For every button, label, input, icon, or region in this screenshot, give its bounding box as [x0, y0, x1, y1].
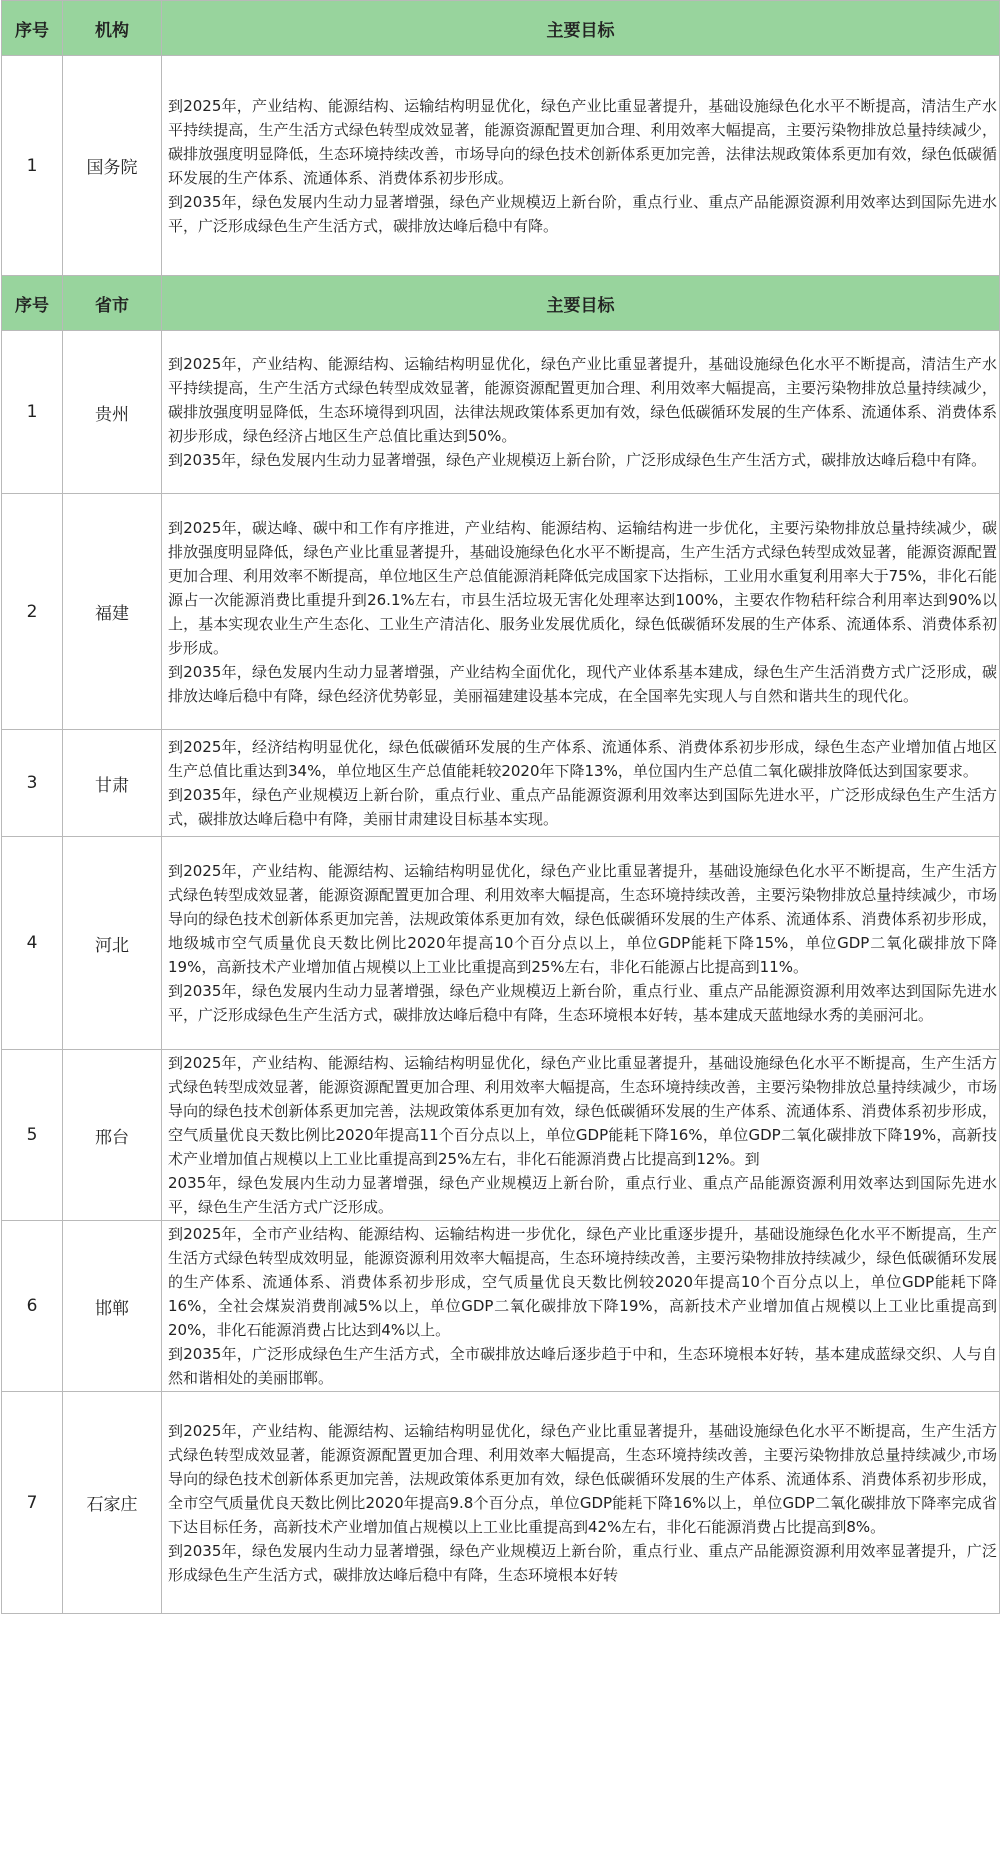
table-row [2, 1050, 1000, 1221]
goal-paragraph: 到2025年，产业结构、能源结构、运输结构明显优化，绿色产业比重显著提升，基础设施绿色化水平不断提高，生产生活方式绿色转型成效显著，能源资源配置更加合理、利用效率大幅提高，生态环境持续改善，主要污染物排放总量持续减少，市场导向的绿色技术创新体系更加完善，法规政策体系更加有效，绿色低碳循环发展的生产体系、流通体系、消费体系初步形成，空气质量优良天数比例比2020年提高11个百分点以上，单位GDP能耗下降16%，单位GDP二氧化碳排放下降19%，高新技术产业增加值占规模以上工业比重提高到25%左右，非化石能源消费占比提高到12%。到 [168, 1054, 997, 1168]
region-name: 石家庄 [63, 1392, 162, 1614]
goal-paragraph: 到2025年，产业结构、能源结构、运输结构明显优化，绿色产业比重显著提升，基础设施绿色化水平不断提高，清洁生产水平持续提高，生产生活方式绿色转型成效显著，能源资源配置更加合理、利用效率大幅提高，主要污染物排放总量持续减少，碳排放强度明显降低，生态环境持续改善，市场导向的绿色技术创新体系更加完善，法律法规政策体系更加有效，绿色低碳循环发展的生产体系、流通体系、消费体系初步形成。 [168, 96, 997, 187]
goal-paragraph: 到2025年，全市产业结构、能源结构、运输结构进一步优化，绿色产业比重逐步提升，基础设施绿色化水平不断提高，生产生活方式绿色转型成效明显，能源资源利用效率大幅提高，生态环境持续改善，主要污染物排放持续减少，绿色低碳循环发展的生产体系、流通体系、消费体系初步形成，空气质量优良天数比例较2020年提高10个百分点以上，单位GDP能耗下降16%，全社会煤炭消费削减5%以上，单位GDP二氧化碳排放下降19%，高新技术产业增加值占规模以上工业比重提高到20%，非化石能源消费占比达到4%以上。 [168, 1225, 997, 1339]
column-header: 序号 [2, 276, 63, 331]
region-name: 甘肃 [63, 730, 162, 837]
row-number: 1 [2, 331, 63, 494]
column-header: 序号 [2, 1, 63, 56]
table-row [2, 837, 1000, 1050]
region-name: 贵州 [63, 331, 162, 494]
table-row [2, 494, 1000, 730]
goal-text-cell [162, 1221, 1000, 1392]
goal-text-cell [162, 331, 1000, 494]
goal-paragraph: 到2025年，经济结构明显优化，绿色低碳循环发展的生产体系、流通体系、消费体系初步形成，绿色生态产业增加值占地区生产总值比重达到34%，单位地区生产总值能耗较2020年下降13%，单位国内生产总值二氧化碳排放降低达到国家要求。 [168, 738, 997, 780]
goal-paragraph: 到2025年，产业结构、能源结构、运输结构明显优化，绿色产业比重显著提升，基础设施绿色化水平不断提高，生产生活方式绿色转型成效显著，能源资源配置更加合理、利用效率大幅提高，生态环境持续改善，主要污染物排放总量持续减少,市场导向的绿色技术创新体系更加完善，法规政策体系更加有效，绿色低碳循环发展的生产体系、流通体系、消费体系初步形成，全市空气质量优良天数比例比2020年提高9.8个百分点，单位GDP能耗下降16%以上，单位GDP二氧化碳排放下降率完成省下达目标任务，高新技术产业增加值占规模以上工业比重提高到42%左右，非化石能源消费占比提高到8%。 [168, 1421, 997, 1536]
goal-text-cell [162, 837, 1000, 1050]
region-name: 邢台 [63, 1050, 162, 1221]
row-number: 1 [2, 56, 63, 276]
goal-paragraph: 到2035年，绿色发展内生动力显著增强，绿色产业规模迈上新台阶，重点行业、重点产品能源资源利用效率达到国际先进水平，广泛形成绿色生产生活方式，碳排放达峰后稳中有降，生态环境根本好转，基本建成天蓝地绿水秀的美丽河北。 [168, 982, 997, 1024]
table-row [2, 1221, 1000, 1392]
region-name: 河北 [63, 837, 162, 1050]
goals-table [1, 0, 1000, 1614]
row-number: 4 [2, 837, 63, 1050]
goal-paragraph: 到2035年，绿色发展内生动力显著增强，绿色产业规模迈上新台阶，广泛形成绿色生产生活方式，碳排放达峰后稳中有降。 [168, 451, 987, 469]
goal-paragraph: 到2025年，产业结构、能源结构、运输结构明显优化，绿色产业比重显著提升，基础设施绿色化水平不断提高，清洁生产水平持续提高，生产生活方式绿色转型成效显著，能源资源配置更加合理、利用效率大幅提高，主要污染物排放总量持续减少，碳排放强度明显降低，生态环境得到巩固，法律法规政策体系更加有效，绿色低碳循环发展的生产体系、流通体系、消费体系初步形成，绿色经济占地区生产总值比重达到50%。 [168, 355, 997, 445]
table-row [2, 56, 1000, 276]
table-row [2, 1392, 1000, 1614]
goal-text-cell [162, 730, 1000, 837]
goal-paragraph: 到2035年，绿色发展内生动力显著增强，产业结构全面优化，现代产业体系基本建成，绿色生产生活消费方式广泛形成，碳排放达峰后稳中有降，绿色经济优势彰显，美丽福建建设基本完成，在全国率先实现人与自然和谐共生的现代化。 [168, 662, 997, 705]
column-header: 机构 [63, 1, 162, 56]
row-number: 6 [2, 1221, 63, 1392]
column-header: 主要目标 [162, 1, 1000, 56]
column-header: 主要目标 [162, 276, 1000, 331]
goal-paragraph: 到2025年，产业结构、能源结构、运输结构明显优化，绿色产业比重显著提升，基础设施绿色化水平不断提高，生产生活方式绿色转型成效显著，能源资源配置更加合理、利用效率大幅提高，生态环境持续改善，主要污染物排放总量持续减少，市场导向的绿色技术创新体系更加完善，法规政策体系更加有效，绿色低碳循环发展的生产体系、流通体系、消费体系初步形成，地级城市空气质量优良天数比例比2020年提高10个百分点以上，单位GDP能耗下降15%，单位GDP二氧化碳排放下降19%，高新技术产业增加值占规模以上工业比重提高到25%左右，非化石能源占比提高到11%。 [168, 862, 997, 976]
region-name: 福建 [63, 494, 162, 730]
goal-text-cell [162, 1392, 1000, 1614]
table-header-row [2, 276, 1000, 331]
table-row [2, 331, 1000, 494]
goal-paragraph: 到2025年，碳达峰、碳中和工作有序推进，产业结构、能源结构、运输结构进一步优化，主要污染物排放总量持续减少，碳排放强度明显降低，绿色产业比重显著提升，基础设施绿色化水平不断提高，生产生活方式绿色转型成效显著，能源资源配置更加合理、利用效率不断提高，单位地区生产总值能源消耗降低完成国家下达指标，工业用水重复利用率大于75%，非化石能源占一次能源消费比重提升到26.1%左右，市县生活垃圾无害化处理率达到100%，主要农作物秸秆综合利用率达到90%以上，基本实现农业生产生态化、工业生产清洁化、服务业发展优质化，绿色低碳循环发展的生产体系、流通体系、消费体系初步形成。 [168, 518, 997, 657]
row-number: 3 [2, 730, 63, 837]
row-number: 2 [2, 494, 63, 730]
row-number: 5 [2, 1050, 63, 1221]
region-name: 国务院 [63, 56, 162, 276]
goal-text-cell [162, 56, 1000, 276]
goal-paragraph: 到2035年，绿色发展内生动力显著增强，绿色产业规模迈上新台阶，重点行业、重点产品能源资源利用效率达到国际先进水平，广泛形成绿色生产生活方式，碳排放达峰后稳中有降。 [168, 192, 997, 235]
row-number: 7 [2, 1392, 63, 1614]
column-header: 省市 [63, 276, 162, 331]
goal-paragraph: 到2035年，绿色产业规模迈上新台阶，重点行业、重点产品能源资源利用效率达到国际先进水平，广泛形成绿色生产生活方式，碳排放达峰后稳中有降，美丽甘肃建设目标基本实现。 [168, 786, 997, 828]
table-header-row [2, 1, 1000, 56]
goal-text-cell [162, 1050, 1000, 1221]
table-row [2, 730, 1000, 837]
goal-paragraph: 到2035年，绿色发展内生动力显著增强，绿色产业规模迈上新台阶，重点行业、重点产品能源资源利用效率显著提升，广泛形成绿色生产生活方式，碳排放达峰后稳中有降，生态环境根本好转 [168, 1541, 997, 1584]
goal-paragraph: 到2035年，广泛形成绿色生产生活方式，全市碳排放达峰后逐步趋于中和，生态环境根本好转，基本建成蓝绿交织、人与自然和谐相处的美丽邯郸。 [168, 1345, 997, 1387]
goals-table-body [2, 1, 1000, 1614]
goal-text-cell [162, 494, 1000, 730]
goal-paragraph: 2035年，绿色发展内生动力显著增强，绿色产业规模迈上新台阶，重点行业、重点产品能源资源利用效率达到国际先进水平，绿色生产生活方式广泛形成。 [168, 1174, 997, 1216]
region-name: 邯郸 [63, 1221, 162, 1392]
